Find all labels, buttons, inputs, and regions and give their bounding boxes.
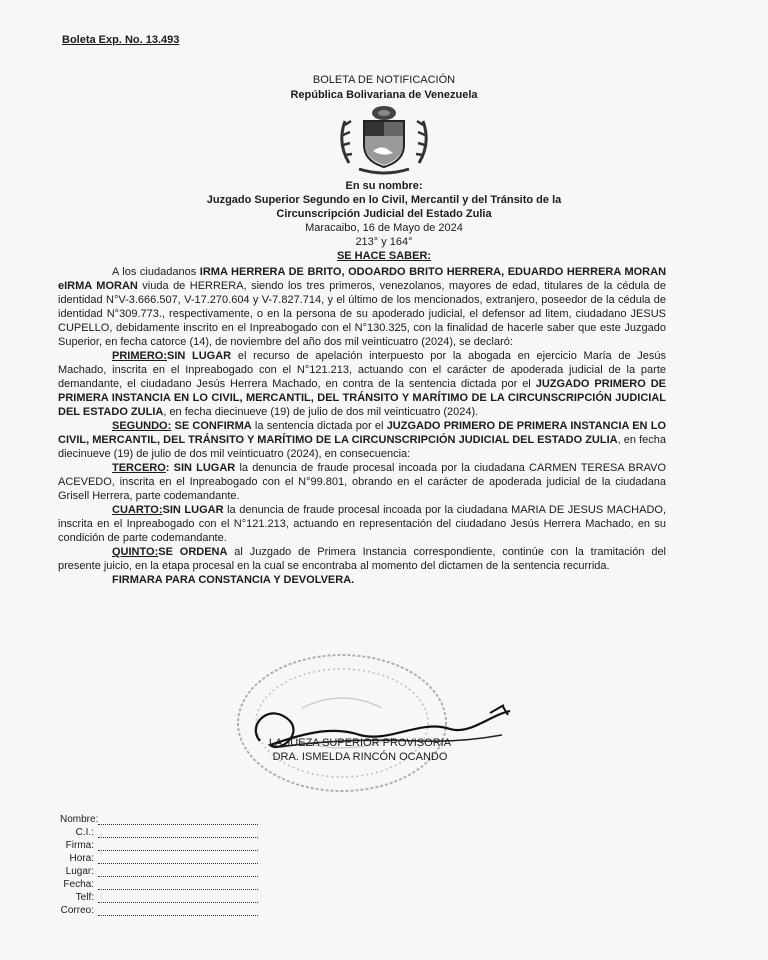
- form-row: [60, 851, 258, 864]
- form-label: Nombre:: [60, 814, 99, 825]
- intro-paragraph: A los ciudadanos IRMA HERRERA DE BRITO, ODOARDO BRITO HERRERA, EDUARDO HERRERA MORAN eIRMA MORAN viuda de HERRERA, siendo los tres primeros, venezolanos, mayores de edad, titulares de la cédula de identidad N°V-3.666.507, V-17.270.604 y V-7.827.714, y el último de los mencionados, extranjero, poseedor de la cédula de identidad N°309.773., respectivamente, o en la persona de su apoderado judicial, el defensor ad litem, ciudadano JESUS CUPELLO, debidamente inscrito en el Inpreabogado con el N°130.325, con la finalidad de hacerle saber que este Juzgado Superior, en fecha catorce (14), de noviembre del año dos mil veinticuatro (2024), se declaró:: [58, 266, 667, 348]
- receipt-form: [60, 812, 258, 916]
- ruling-primero: PRIMERO:SIN LUGAR el recurso de apelación interpuesto por la abogada en ejercicio María de Jesús Machado, inscrita en el Inpreabogado con el N°121.213, actuando con el carácter de apoderada judicial de la parte demandante, el ciudadano Jesús Herrera Machado, en contra de la sentencia dictada por el JUZGADO PRIMERO DE PRIMERA INSTANCIA EN LO CIVIL, MERCANTIL, DEL TRÁNSITO Y MARÍTIMO DE LA CIRCUNSCRIPCIÓN JUDICIAL DEL ESTADO ZULIA, en fecha diecinueve (19) de julio de dos mil veinticuatro (2024).: [58, 350, 667, 418]
- signature-line-field[interactable]: [98, 841, 258, 851]
- expedient-number: Boleta Exp. No. 13.493: [62, 34, 180, 46]
- ruling-tercero: TERCERO: SIN LUGAR la denuncia de fraude procesal incoada por la ciudadana CARMEN TERESA BRAVO ACEVEDO, inscrita en el Inpreabogado con el N°99.801, obrando en el carácter de apoderada judicial de la ciudadana Grisell Herrera, parte codemandante.: [58, 462, 666, 502]
- email-line-field[interactable]: [98, 906, 258, 916]
- form-row: [60, 812, 258, 825]
- in-its-name: En su nombre:: [345, 180, 423, 192]
- ruling-quinto: QUINTO:SE ORDENA al Juzgado de Primera Instancia correspondiente, continúe con la tramitación del presente juicio, en la etapa procesal en la cual se encontraba al momento del dictamen de la sentencia recurrida.: [58, 546, 666, 572]
- coat-of-arms-icon: [331, 103, 437, 177]
- id-line-field[interactable]: [98, 828, 258, 838]
- republic-name: República Bolivariana de Venezuela: [290, 89, 478, 101]
- time-line-field[interactable]: [98, 854, 258, 864]
- form-label: Telf:: [75, 892, 94, 903]
- form-row: [60, 877, 258, 890]
- form-label: Hora:: [69, 853, 94, 864]
- document-title: BOLETA DE NOTIFICACIÓN: [312, 74, 456, 86]
- form-row: [60, 903, 258, 916]
- judge-name: DRA. ISMELDA RINCÓN OCANDO: [272, 751, 448, 763]
- name-line-field[interactable]: [98, 815, 258, 825]
- form-label: C.I.:: [75, 827, 94, 838]
- closing-line: FIRMARA PARA CONSTANCIA Y DEVOLVERA.: [112, 574, 355, 586]
- notification-body: [58, 265, 666, 587]
- form-row: [60, 838, 258, 851]
- place-date: Maracaibo, 16 de Mayo de 2024: [305, 222, 463, 234]
- form-label: Firma:: [65, 840, 94, 851]
- form-row: [60, 864, 258, 877]
- form-row: [60, 890, 258, 903]
- judge-title: LA JUEZA SUPERIOR PROVISORIA: [268, 737, 452, 749]
- independence-years: 213° y 164°: [355, 236, 413, 248]
- section-heading: SE HACE SABER:: [336, 250, 432, 262]
- form-label: Fecha:: [63, 879, 94, 890]
- phone-line-field[interactable]: [98, 893, 258, 903]
- ruling-cuarto: CUARTO:SIN LUGAR la denuncia de fraude procesal incoada por la ciudadana MARIA DE JESUS MACHADO, inscrita en el Inpreabogado con el N°121.213, actuando en representación del ciudadano Jesús Herrera Machado, en su condición de parte codemandante.: [58, 504, 667, 544]
- court-name-line2: Circunscripción Judicial del Estado Zulia: [276, 208, 492, 220]
- date-line-field[interactable]: [98, 880, 258, 890]
- ruling-segundo: SEGUNDO: SE CONFIRMA la sentencia dictada por el JUZGADO PRIMERO DE PRIMERA INSTANCIA EN LO CIVIL, MERCANTIL, DEL TRÁNSITO Y MARÍTIMO DE LA CIRCUNSCRIPCIÓN JUDICIAL DEL ESTADO ZULIA, en fecha diecinueve (19) de julio de dos mil veinticuatro (2024), en consecuencia:: [58, 420, 667, 460]
- form-row: [60, 825, 258, 838]
- court-name-line1: Juzgado Superior Segundo en lo Civil, Mercantil y del Tránsito de la: [206, 194, 562, 206]
- form-label: Lugar:: [65, 866, 94, 877]
- place-line-field[interactable]: [98, 867, 258, 877]
- form-label: Correo:: [60, 905, 94, 916]
